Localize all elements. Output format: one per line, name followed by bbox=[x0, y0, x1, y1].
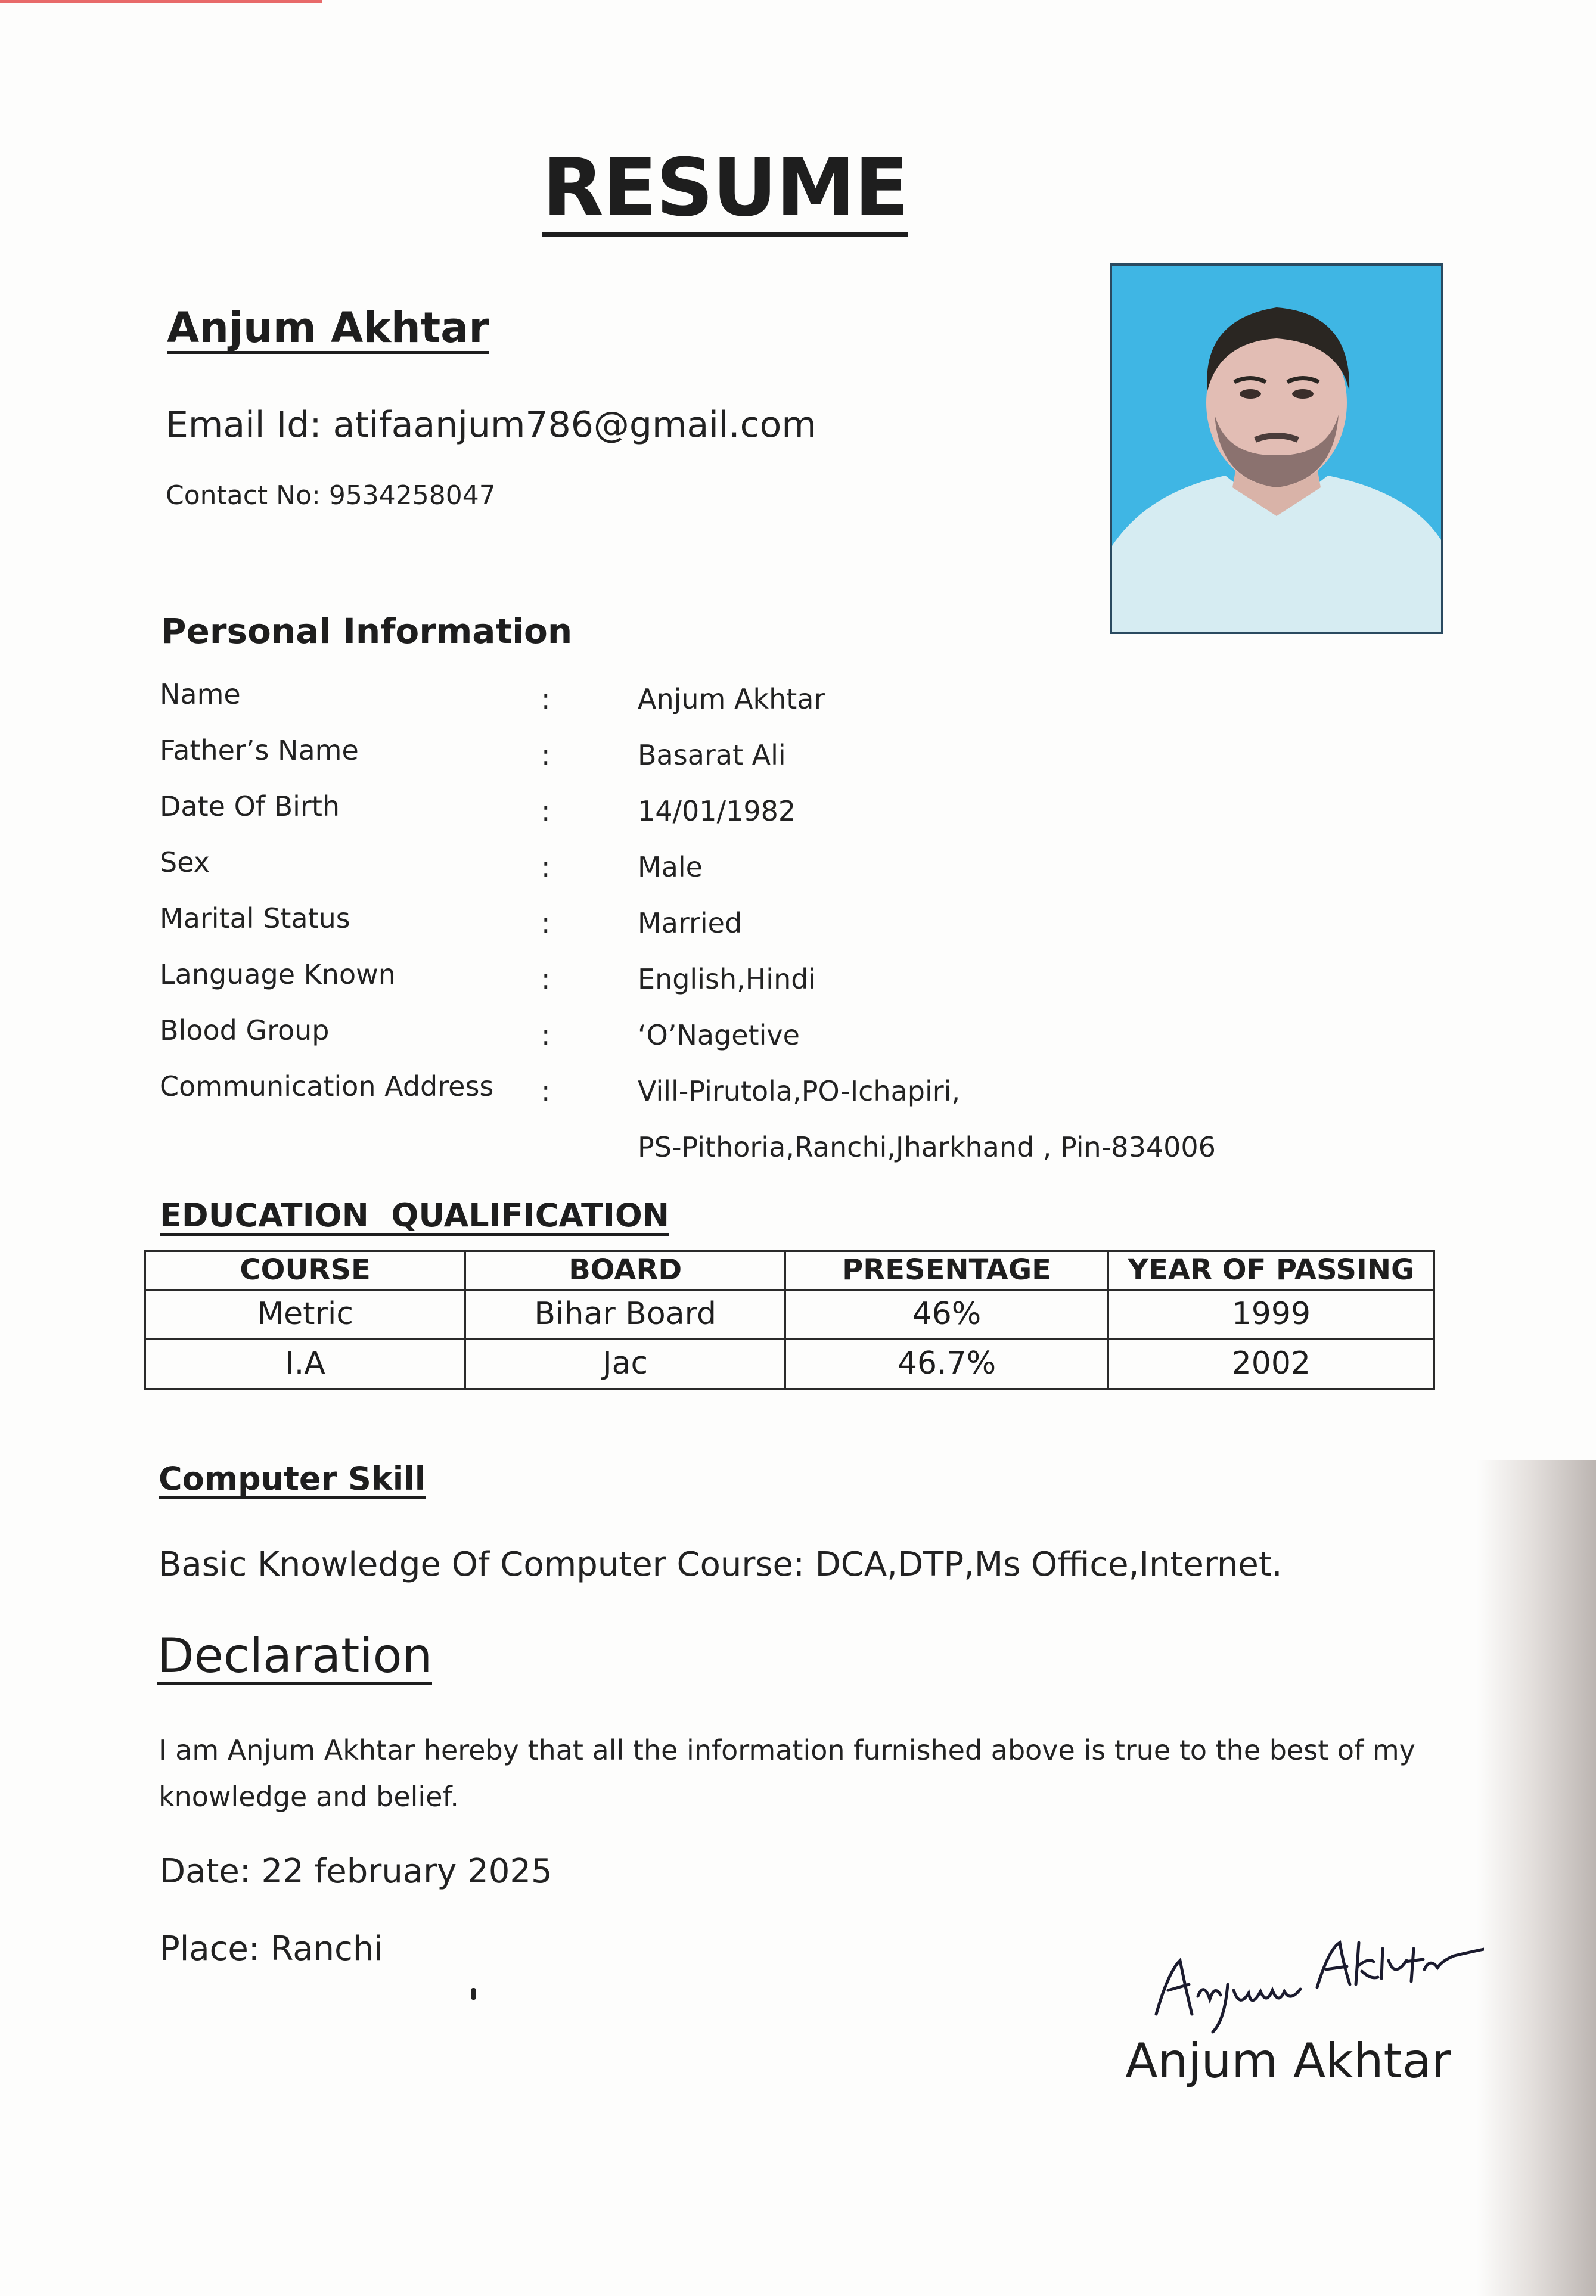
info-row-date-of-birth bbox=[160, 791, 1352, 839]
info-row-address-continued bbox=[160, 1127, 1352, 1175]
info-colon: : bbox=[541, 907, 551, 939]
info-value: Vill-Pirutola,PO-Ichapiri, bbox=[638, 1075, 961, 1107]
contact-line: Contact No: 9534258047 bbox=[166, 480, 496, 511]
table-cell: 2002 bbox=[1108, 1340, 1434, 1389]
info-value: English,Hindi bbox=[638, 963, 816, 995]
info-label: Communication Address bbox=[160, 1070, 494, 1102]
person-portrait-icon bbox=[1112, 266, 1441, 632]
profile-photo bbox=[1110, 263, 1443, 634]
info-label: Marital Status bbox=[160, 902, 350, 934]
info-value: Anjum Akhtar bbox=[638, 683, 825, 715]
info-value: Basarat Ali bbox=[638, 739, 786, 771]
info-label: Date Of Birth bbox=[160, 790, 340, 822]
education-heading: EDUCATION QUALIFICATION bbox=[160, 1198, 669, 1236]
top-edge-mark bbox=[0, 0, 322, 3]
info-row-sex bbox=[160, 847, 1352, 895]
column-header-board: BOARD bbox=[465, 1251, 785, 1290]
table-cell: 46.7% bbox=[785, 1340, 1108, 1389]
info-label: Father’s Name bbox=[160, 734, 359, 766]
info-row-marital-status bbox=[160, 903, 1352, 951]
info-colon: : bbox=[541, 1075, 551, 1107]
info-value: ‘O’Nagetive bbox=[638, 1019, 800, 1051]
declaration-date: Date: 22 february 2025 bbox=[160, 1852, 552, 1891]
info-label: Blood Group bbox=[160, 1014, 330, 1046]
info-row-language-known bbox=[160, 959, 1352, 1007]
table-cell: I.A bbox=[145, 1340, 465, 1389]
info-row-name bbox=[160, 679, 1352, 727]
signature-printed-name: Anjum Akhtar bbox=[1125, 2033, 1451, 2089]
info-colon: : bbox=[541, 963, 551, 995]
personal-info-heading: Personal Information bbox=[161, 611, 573, 651]
declaration-heading: Declaration bbox=[157, 1630, 432, 1685]
info-row-communication-address bbox=[160, 1071, 1352, 1119]
resume-title: RESUME bbox=[542, 148, 908, 237]
table-cell: Bihar Board bbox=[465, 1290, 785, 1340]
info-colon: : bbox=[541, 683, 551, 715]
education-table bbox=[144, 1250, 1435, 1390]
table-cell: 46% bbox=[785, 1290, 1108, 1340]
info-colon: : bbox=[541, 1019, 551, 1051]
computer-skill-text: Basic Knowledge Of Computer Course: DCA,DTP,Ms Office,Internet. bbox=[159, 1545, 1283, 1584]
info-label: Language Known bbox=[160, 958, 396, 990]
ink-dot bbox=[471, 1988, 476, 2000]
info-value: Married bbox=[638, 907, 743, 939]
table-cell: Metric bbox=[145, 1290, 465, 1340]
info-value: PS-Pithoria,Ranchi,Jharkhand , Pin-834006 bbox=[638, 1131, 1216, 1163]
column-header-course: COURSE bbox=[145, 1251, 465, 1290]
info-row-father-name bbox=[160, 735, 1352, 783]
info-colon: : bbox=[541, 851, 551, 883]
declaration-text: I am Anjum Akhtar hereby that all the information furnished above is true to the best of my knowledge and belief. bbox=[159, 1734, 1415, 1813]
table-row bbox=[145, 1340, 1434, 1389]
column-header-presentage: PRESENTAGE bbox=[785, 1251, 1108, 1290]
declaration-place: Place: Ranchi bbox=[160, 1930, 383, 1968]
table-cell: Jac bbox=[465, 1340, 785, 1389]
computer-skill-heading: Computer Skill bbox=[159, 1461, 426, 1499]
info-label: Name bbox=[160, 678, 241, 710]
candidate-name: Anjum Akhtar bbox=[167, 305, 489, 354]
page-shadow bbox=[1477, 1460, 1596, 2296]
handwritten-signature-icon bbox=[1144, 1925, 1484, 2038]
info-value: 14/01/1982 bbox=[638, 795, 796, 827]
table-header-row bbox=[145, 1251, 1434, 1290]
info-value: Male bbox=[638, 851, 703, 883]
email-line: Email Id: atifaanjum786@gmail.com bbox=[166, 404, 816, 446]
info-colon: : bbox=[541, 795, 551, 827]
info-colon: : bbox=[541, 739, 551, 771]
table-row bbox=[145, 1290, 1434, 1340]
info-label: Sex bbox=[160, 846, 210, 878]
table-cell: 1999 bbox=[1108, 1290, 1434, 1340]
info-row-blood-group bbox=[160, 1015, 1352, 1063]
column-header-year: YEAR OF PASSING bbox=[1108, 1251, 1434, 1290]
